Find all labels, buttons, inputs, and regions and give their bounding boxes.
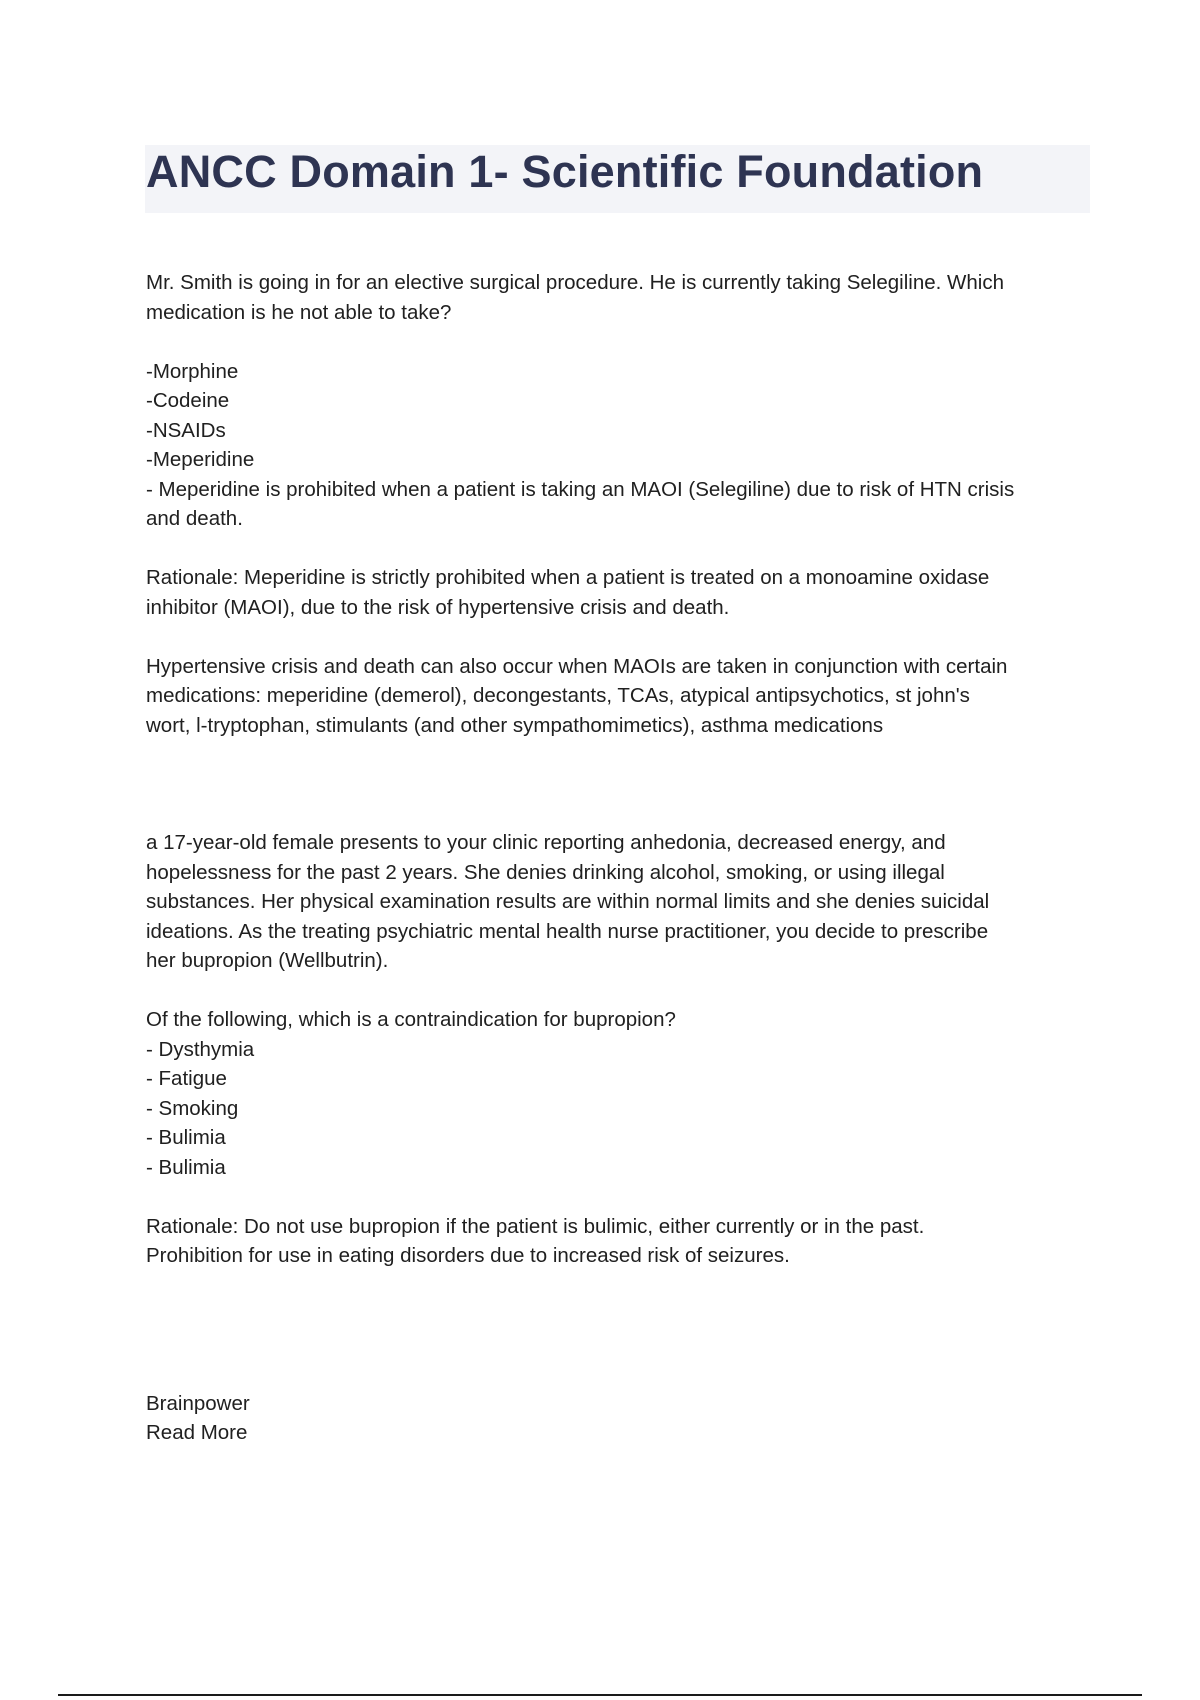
question-1-option-1: -Morphine: [146, 359, 239, 383]
question-2-stem-line-2: hopelessness for the past 2 years. She denies drinking alcohol, smoking, or using illegal: [146, 860, 945, 884]
brand-name: Brainpower: [146, 1391, 250, 1415]
question-1-rationale-line-2: inhibitor (MAOI), due to the risk of hypertensive crisis and death.: [146, 595, 730, 619]
footer-divider: [58, 1694, 1142, 1696]
question-2-stem-line-5: her bupropion (Wellbutrin).: [146, 949, 389, 972]
question-2-rationale-line-1: Rationale: Do not use bupropion if the patient is bulimic, either currently or in the past.: [146, 1214, 925, 1238]
question-1-option-2: -Codeine: [146, 389, 230, 412]
question-2-rationale-line-2: Prohibition for use in eating disorders due to increased risk of seizures.: [146, 1244, 790, 1267]
question-2-stem-line-4: ideations. As the treating psychiatric mental health nurse practitioner, you decide to prescribe: [146, 919, 989, 943]
question-1-answer-line-1: - Meperidine is prohibited when a patient is taking an MAOI (Selegiline) due to risk of HTN crisis: [146, 477, 1015, 501]
question-2-option-2: - Fatigue: [146, 1067, 227, 1090]
question-2-option-4: - Bulimia: [146, 1126, 226, 1149]
document-body: [146, 268, 1096, 1448]
question-2: [146, 828, 1096, 1271]
question-1-option-3: -NSAIDs: [146, 418, 226, 442]
question-2-option-1: - Dysthymia: [146, 1037, 255, 1061]
question-2-option-3: - Smoking: [146, 1096, 239, 1120]
question-2-stem-line-1: a 17-year-old female presents to your clinic reporting anhedonia, decreased energy, and: [146, 831, 946, 854]
question-1-stem-line-1: Mr. Smith is going in for an elective surgical procedure. He is currently taking Selegiline. Which: [146, 271, 1004, 294]
question-2-prompt: Of the following, which is a contraindication for bupropion?: [146, 1008, 676, 1031]
question-1-note-line-2: medications: meperidine (demerol), decongestants, TCAs, atypical antipsychotics, st john's: [146, 684, 970, 707]
question-2-stem-line-3: substances. Her physical examination results are within normal limits and she denies suicidal: [146, 890, 990, 913]
question-1-stem-line-2: medication is he not able to take?: [146, 300, 452, 324]
question-1-answer-line-2: and death.: [146, 507, 243, 530]
question-1: [146, 268, 1096, 740]
question-1-rationale-line-1: Rationale: Meperidine is strictly prohibited when a patient is treated on a monoamine oxidase: [146, 566, 990, 589]
read-more-link[interactable]: Read More: [146, 1421, 248, 1444]
question-2-answer: - Bulimia: [146, 1155, 226, 1179]
document-title: ANCC Domain 1- Scientific Foundation: [146, 146, 984, 197]
question-1-note-line-1: Hypertensive crisis and death can also occur when MAOIs are taken in conjunction with certain: [146, 654, 1008, 678]
question-1-option-4: -Meperidine: [146, 448, 255, 471]
footer-text: [146, 1389, 1096, 1448]
question-1-note-line-3: wort, l-tryptophan, stimulants (and other sympathomimetics), asthma medications: [146, 713, 884, 737]
